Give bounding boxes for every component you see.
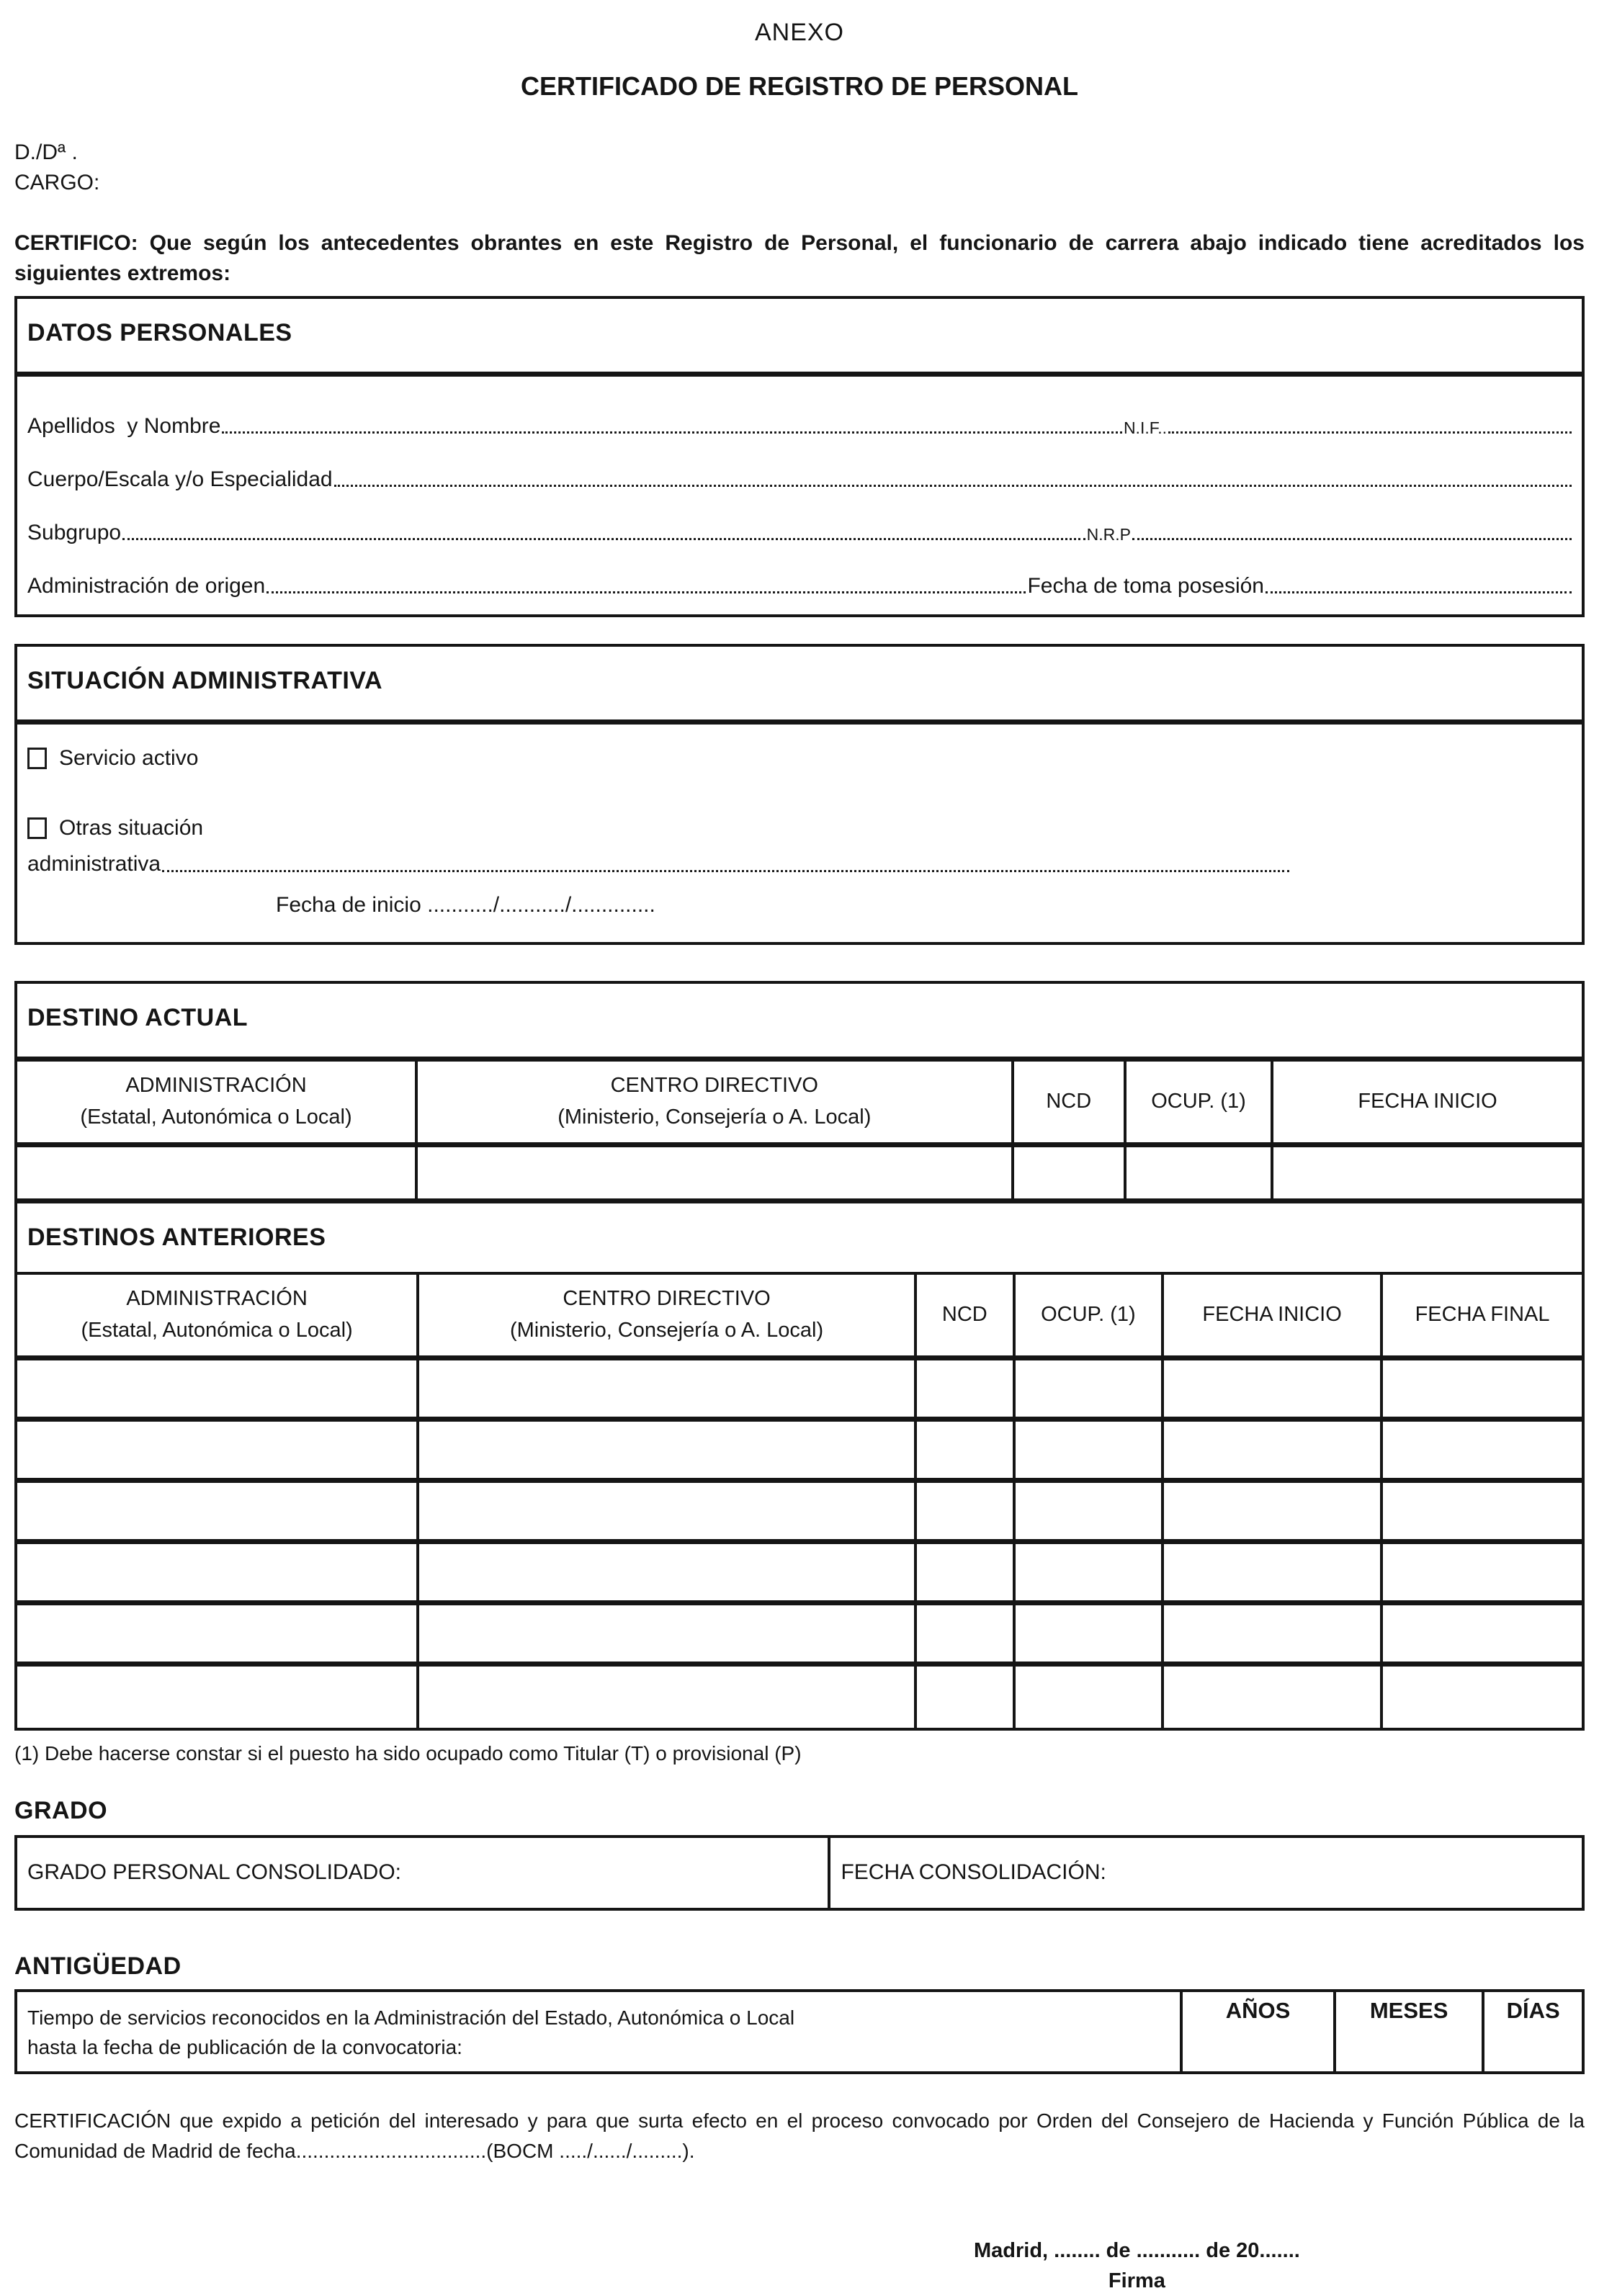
table-cell[interactable] bbox=[1164, 1605, 1383, 1662]
nrp-label: N.R.P bbox=[1086, 525, 1131, 544]
anexo-label: ANEXO bbox=[754, 19, 845, 46]
destinos-anteriores-empty-row bbox=[17, 1422, 1582, 1483]
table-cell[interactable] bbox=[1164, 1422, 1383, 1478]
destino-actual-empty-row bbox=[17, 1147, 1582, 1203]
table-cell[interactable] bbox=[17, 1360, 419, 1417]
footnote: (1) Debe hacerse constar si el puesto ha sido ocupado como Titular (T) o provisional (P) bbox=[14, 1741, 802, 1764]
table-cell[interactable] bbox=[1383, 1483, 1582, 1539]
column-header-centro-directivo bbox=[418, 1062, 1014, 1142]
certificacion-paragraph: CERTIFICACIÓN que expido a petición del interesado y para que surta efecto en el proceso convocado por Orden del Consejero de Hacienda y Función Pública de la Comunidad de Madrid de fecha..................................(BOCM ...../....../.........). bbox=[14, 2109, 1585, 2162]
column-header-line: (Estatal, Autonómica o Local) bbox=[81, 1318, 353, 1342]
fecha-toma-posesion-label: Fecha de toma posesión bbox=[1027, 573, 1264, 598]
tiempo-servicios-line2: hasta la fecha de publicación de la convocatoria: bbox=[27, 2035, 462, 2058]
signature-block bbox=[974, 2236, 1300, 2296]
column-header-line: (Ministerio, Consejería o A. Local) bbox=[557, 1105, 872, 1129]
otras-situacion-label: Otras situación bbox=[59, 815, 204, 840]
administracion-origen-row bbox=[27, 545, 1573, 598]
table-cell[interactable] bbox=[1127, 1147, 1273, 1198]
table-cell[interactable] bbox=[1164, 1667, 1383, 1728]
table-cell[interactable] bbox=[419, 1544, 917, 1600]
datos-personales-title: DATOS PERSONALES bbox=[17, 299, 1582, 377]
destinos-anteriores-empty-row bbox=[17, 1544, 1582, 1605]
cuerpo-escala-row bbox=[27, 439, 1573, 492]
servicio-activo-row bbox=[27, 746, 1572, 771]
table-cell[interactable] bbox=[1164, 1483, 1383, 1539]
table-cell[interactable] bbox=[17, 1147, 418, 1198]
fecha-inicio-line: Fecha de inicio .........../.........../.............. bbox=[276, 892, 655, 917]
table-cell[interactable] bbox=[419, 1360, 917, 1417]
table-cell[interactable] bbox=[17, 1667, 419, 1728]
destinos-anteriores-title: DESTINOS ANTERIORES bbox=[17, 1203, 1582, 1275]
table-cell[interactable] bbox=[419, 1667, 917, 1728]
datos-personales-section bbox=[14, 296, 1585, 617]
table-cell[interactable] bbox=[419, 1483, 917, 1539]
table-cell[interactable] bbox=[419, 1605, 917, 1662]
table-cell[interactable] bbox=[17, 1483, 419, 1539]
nif-label: N.I.F.. bbox=[1123, 418, 1167, 438]
situacion-administrativa-section bbox=[14, 644, 1585, 945]
table-cell[interactable] bbox=[1014, 1147, 1127, 1198]
grado-title: GRADO bbox=[14, 1796, 108, 1824]
column-header-fecha-final: FECHA FINAL bbox=[1415, 1302, 1550, 1326]
administracion-origen-field[interactable] bbox=[266, 591, 1026, 593]
cargo-line: CARGO: bbox=[14, 171, 100, 194]
meses-cell[interactable]: MESES bbox=[1336, 1992, 1484, 2071]
administrativa-label: administrativa bbox=[27, 852, 161, 876]
destinos-anteriores-empty-row bbox=[17, 1360, 1582, 1422]
apellidos-nombre-field[interactable] bbox=[222, 431, 1121, 434]
table-cell[interactable] bbox=[17, 1422, 419, 1478]
table-cell[interactable] bbox=[917, 1483, 1016, 1539]
otras-situacion-checkbox[interactable] bbox=[27, 817, 47, 839]
table-cell[interactable] bbox=[1383, 1544, 1582, 1600]
table-cell[interactable] bbox=[1164, 1360, 1383, 1417]
table-cell[interactable] bbox=[1383, 1360, 1582, 1417]
table-cell[interactable] bbox=[1016, 1483, 1164, 1539]
certifico-paragraph: CERTIFICO: Que según los antecedentes obrantes en este Registro de Personal, el funcionario de carrera abajo indicado tiene acreditados los siguientes extremos: bbox=[14, 231, 1585, 285]
tiempo-servicios-cell bbox=[17, 1992, 1183, 2071]
subgrupo-label: Subgrupo bbox=[27, 520, 122, 544]
otras-situacion-row bbox=[27, 816, 1572, 841]
table-cell[interactable] bbox=[419, 1422, 917, 1478]
madrid-date-line: Madrid, ........ de ........... de 20....... bbox=[974, 2238, 1300, 2262]
apellidos-nombre-row bbox=[27, 385, 1573, 439]
fecha-consolidacion-cell[interactable]: FECHA CONSOLIDACIÓN: bbox=[841, 1860, 1106, 1884]
destinos-anteriores-empty-row bbox=[17, 1605, 1582, 1667]
dias-cell[interactable]: DÍAS bbox=[1506, 1997, 1560, 2023]
nrp-field[interactable] bbox=[1132, 537, 1572, 540]
table-cell[interactable] bbox=[917, 1544, 1016, 1600]
table-cell[interactable] bbox=[917, 1667, 1016, 1728]
antiguedad-table bbox=[14, 1989, 1585, 2074]
administrativa-row bbox=[27, 852, 1572, 877]
column-header-line: (Ministerio, Consejería o A. Local) bbox=[509, 1318, 824, 1342]
column-header-administracion bbox=[17, 1062, 418, 1142]
table-cell[interactable] bbox=[1016, 1360, 1164, 1417]
column-header-fecha-inicio: FECHA INICIO bbox=[1358, 1089, 1497, 1113]
table-cell[interactable] bbox=[1016, 1605, 1164, 1662]
nif-field[interactable] bbox=[1168, 431, 1572, 434]
firma-label: Firma bbox=[1108, 2269, 1165, 2292]
column-header-ocup: OCUP. (1) bbox=[1127, 1062, 1273, 1142]
column-header-line: (Estatal, Autonómica o Local) bbox=[80, 1105, 352, 1129]
table-cell[interactable] bbox=[17, 1605, 419, 1662]
column-header-line: CENTRO DIRECTIVO bbox=[610, 1074, 818, 1097]
table-cell[interactable] bbox=[1164, 1544, 1383, 1600]
table-cell[interactable] bbox=[17, 1544, 419, 1600]
column-header-line: ADMINISTRACIÓN bbox=[126, 1287, 308, 1310]
servicio-activo-label: Servicio activo bbox=[59, 746, 199, 770]
destinos-anteriores-empty-row bbox=[17, 1667, 1582, 1728]
d-da-line: D./Dª . bbox=[14, 140, 78, 164]
column-header-line: CENTRO DIRECTIVO bbox=[563, 1287, 771, 1310]
apellidos-nombre-label: Apellidos y Nombre bbox=[27, 413, 221, 438]
situacion-administrativa-body bbox=[17, 725, 1582, 942]
table-cell[interactable] bbox=[1016, 1422, 1164, 1478]
tiempo-servicios-line1: Tiempo de servicios reconocidos en la Administración del Estado, Autonómica o Local bbox=[27, 2006, 795, 2030]
subgrupo-field[interactable] bbox=[122, 537, 1085, 540]
table-cell[interactable] bbox=[917, 1422, 1016, 1478]
table-cell[interactable] bbox=[917, 1605, 1016, 1662]
anos-cell[interactable]: AÑOS bbox=[1183, 1992, 1336, 2071]
datos-personales-body bbox=[17, 377, 1582, 614]
table-cell[interactable] bbox=[418, 1147, 1014, 1198]
administracion-origen-label: Administración de origen bbox=[27, 573, 266, 598]
situacion-administrativa-title: SITUACIÓN ADMINISTRATIVA bbox=[17, 647, 1582, 725]
table-cell[interactable] bbox=[1016, 1667, 1164, 1728]
destino-actual-header-row bbox=[17, 1062, 1582, 1147]
cuerpo-escala-field[interactable] bbox=[334, 484, 1572, 487]
table-cell[interactable] bbox=[1383, 1605, 1582, 1662]
grado-personal-consolidado-cell[interactable]: GRADO PERSONAL CONSOLIDADO: bbox=[17, 1838, 830, 1908]
subgrupo-row bbox=[27, 492, 1573, 545]
column-header-ncd: NCD bbox=[1014, 1062, 1127, 1142]
destino-section bbox=[14, 981, 1585, 1731]
destinos-anteriores-empty-row bbox=[17, 1483, 1582, 1544]
column-header-ncd: NCD bbox=[917, 1275, 1016, 1355]
document-title: CERTIFICADO DE REGISTRO DE PERSONAL bbox=[520, 71, 1079, 101]
destinos-anteriores-header-row bbox=[17, 1275, 1582, 1360]
column-header-administracion bbox=[17, 1275, 419, 1355]
column-header-centro-directivo bbox=[419, 1275, 917, 1355]
column-header-fecha-inicio: FECHA INICIO bbox=[1164, 1275, 1383, 1355]
table-cell[interactable] bbox=[1383, 1422, 1582, 1478]
column-header-ocup: OCUP. (1) bbox=[1016, 1275, 1164, 1355]
column-header-line: ADMINISTRACIÓN bbox=[125, 1074, 307, 1097]
table-cell[interactable] bbox=[1016, 1544, 1164, 1600]
grado-table bbox=[14, 1835, 1585, 1911]
antiguedad-title: ANTIGÜEDAD bbox=[14, 1952, 182, 1980]
table-cell[interactable] bbox=[1383, 1667, 1582, 1728]
servicio-activo-checkbox[interactable] bbox=[27, 748, 47, 769]
table-cell[interactable] bbox=[1273, 1147, 1582, 1198]
destino-actual-title: DESTINO ACTUAL bbox=[17, 984, 1582, 1062]
fecha-toma-posesion-field[interactable] bbox=[1266, 591, 1572, 593]
administrativa-field[interactable] bbox=[162, 869, 1289, 872]
cuerpo-escala-label: Cuerpo/Escala y/o Especialidad bbox=[27, 467, 333, 491]
table-cell[interactable] bbox=[917, 1360, 1016, 1417]
